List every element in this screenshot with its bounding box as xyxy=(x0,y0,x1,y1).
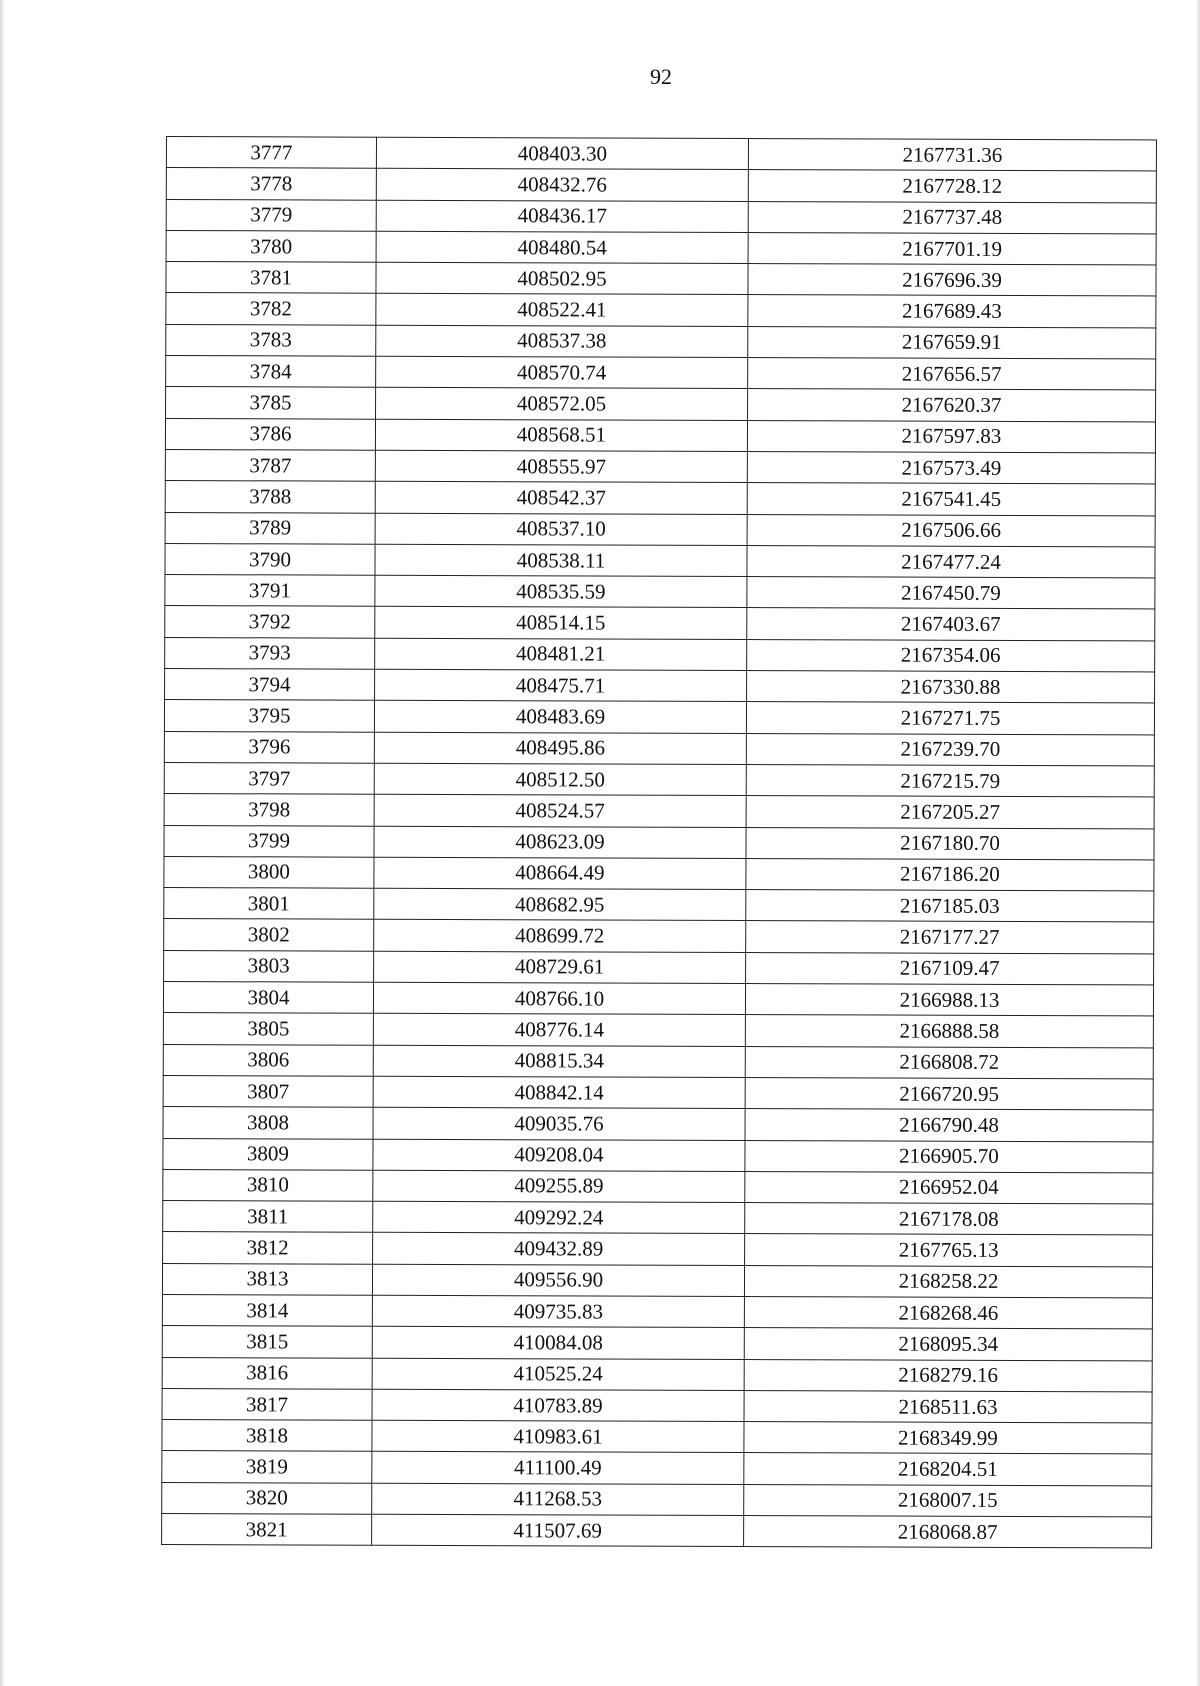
table-row xyxy=(164,825,1154,860)
x-coordinate-cell: 408538.11 xyxy=(375,544,747,577)
point-number-cell: 3791 xyxy=(165,575,375,607)
x-coordinate-cell: 408535.59 xyxy=(375,575,747,608)
point-number-cell: 3818 xyxy=(162,1420,372,1452)
point-number-cell: 3786 xyxy=(165,418,375,450)
table-row xyxy=(163,982,1153,1017)
point-number-cell: 3799 xyxy=(164,825,374,857)
y-coordinate-cell: 2166888.58 xyxy=(745,1015,1153,1048)
x-coordinate-cell: 409255.89 xyxy=(373,1170,745,1203)
table-row xyxy=(164,762,1154,797)
point-number-cell: 3802 xyxy=(164,919,374,951)
point-number-cell: 3790 xyxy=(165,543,375,575)
x-coordinate-cell: 409208.04 xyxy=(373,1139,745,1172)
point-number-cell: 3815 xyxy=(162,1326,372,1358)
y-coordinate-cell: 2167403.67 xyxy=(747,608,1155,641)
point-number-cell: 3811 xyxy=(163,1201,373,1233)
table-row xyxy=(162,1294,1152,1329)
table-row xyxy=(163,1201,1153,1236)
table-row xyxy=(163,1013,1153,1048)
point-number-cell: 3780 xyxy=(166,230,376,262)
table-row xyxy=(165,512,1155,547)
point-number-cell: 3784 xyxy=(166,356,376,388)
x-coordinate-cell: 408570.74 xyxy=(376,356,748,389)
table-row xyxy=(165,481,1155,516)
x-coordinate-cell: 408555.97 xyxy=(375,450,747,483)
y-coordinate-cell: 2168258.22 xyxy=(744,1265,1152,1298)
x-coordinate-cell: 408664.49 xyxy=(374,857,746,890)
table-row xyxy=(165,669,1155,704)
y-coordinate-cell: 2166808.72 xyxy=(745,1046,1153,1079)
x-coordinate-cell: 408537.10 xyxy=(375,513,747,546)
y-coordinate-cell: 2167506.66 xyxy=(747,514,1155,547)
y-coordinate-cell: 2166905.70 xyxy=(745,1140,1153,1173)
point-number-cell: 3812 xyxy=(163,1232,373,1264)
point-number-cell: 3783 xyxy=(166,324,376,356)
table-row xyxy=(166,262,1156,297)
point-number-cell: 3820 xyxy=(162,1482,372,1514)
table-row xyxy=(162,1514,1152,1549)
point-number-cell: 3801 xyxy=(164,888,374,920)
point-number-cell: 3821 xyxy=(162,1514,372,1546)
point-number-cell: 3800 xyxy=(164,856,374,888)
x-coordinate-cell: 408514.15 xyxy=(375,607,747,640)
table-row xyxy=(163,1138,1153,1173)
table-row xyxy=(166,324,1156,359)
y-coordinate-cell: 2167109.47 xyxy=(746,952,1154,985)
y-coordinate-cell: 2167186.20 xyxy=(746,858,1154,891)
x-coordinate-cell: 408568.51 xyxy=(375,419,747,452)
table-row xyxy=(162,1388,1152,1423)
y-coordinate-cell: 2167177.27 xyxy=(746,921,1154,954)
y-coordinate-cell: 2168279.16 xyxy=(744,1359,1152,1392)
point-number-cell: 3805 xyxy=(163,1013,373,1045)
point-number-cell: 3814 xyxy=(162,1294,372,1326)
x-coordinate-cell: 408542.37 xyxy=(375,481,747,514)
y-coordinate-cell: 2167354.06 xyxy=(747,639,1155,672)
point-number-cell: 3787 xyxy=(165,449,375,481)
page-number: 92 xyxy=(650,64,672,89)
scan-edge-left xyxy=(0,0,6,1686)
table-row xyxy=(163,1232,1153,1267)
table-row xyxy=(164,950,1154,985)
point-number-cell: 3819 xyxy=(162,1451,372,1483)
point-number-cell: 3782 xyxy=(166,293,376,325)
y-coordinate-cell: 2167178.08 xyxy=(745,1203,1153,1236)
y-coordinate-cell: 2167215.79 xyxy=(746,764,1154,797)
y-coordinate-cell: 2168349.99 xyxy=(744,1422,1152,1455)
table-row xyxy=(164,919,1154,954)
table-row xyxy=(164,794,1154,829)
y-coordinate-cell: 2167656.57 xyxy=(748,358,1156,391)
coordinate-table-container xyxy=(161,136,1156,1549)
table-row xyxy=(166,356,1156,391)
table-row xyxy=(164,888,1154,923)
table-row xyxy=(165,543,1155,578)
table-row xyxy=(163,1075,1153,1110)
x-coordinate-cell: 409735.83 xyxy=(372,1295,744,1328)
table-row xyxy=(166,230,1156,265)
point-number-cell: 3788 xyxy=(165,481,375,513)
point-number-cell: 3806 xyxy=(163,1044,373,1076)
x-coordinate-cell: 409292.24 xyxy=(373,1201,745,1234)
x-coordinate-cell: 408815.34 xyxy=(373,1045,745,1078)
point-number-cell: 3778 xyxy=(166,168,376,200)
x-coordinate-cell: 410983.61 xyxy=(372,1420,744,1453)
y-coordinate-cell: 2168511.63 xyxy=(744,1390,1152,1423)
point-number-cell: 3809 xyxy=(163,1138,373,1170)
x-coordinate-cell: 408512.50 xyxy=(374,763,746,796)
table-row xyxy=(162,1357,1152,1392)
x-coordinate-cell: 408403.30 xyxy=(376,137,748,170)
x-coordinate-cell: 409035.76 xyxy=(373,1107,745,1140)
x-coordinate-cell: 411507.69 xyxy=(372,1514,744,1547)
y-coordinate-cell: 2166988.13 xyxy=(745,984,1153,1017)
x-coordinate-cell: 408729.61 xyxy=(374,951,746,984)
table-row xyxy=(165,637,1155,672)
point-number-cell: 3777 xyxy=(166,137,376,169)
y-coordinate-cell: 2167701.19 xyxy=(748,232,1156,265)
y-coordinate-cell: 2167185.03 xyxy=(746,890,1154,923)
y-coordinate-cell: 2167597.83 xyxy=(747,420,1155,453)
y-coordinate-cell: 2167689.43 xyxy=(748,295,1156,328)
y-coordinate-cell: 2166790.48 xyxy=(745,1109,1153,1142)
x-coordinate-cell: 408623.09 xyxy=(374,826,746,859)
x-coordinate-cell: 408475.71 xyxy=(375,669,747,702)
point-number-cell: 3816 xyxy=(162,1357,372,1389)
point-number-cell: 3793 xyxy=(165,637,375,669)
y-coordinate-cell: 2166952.04 xyxy=(745,1171,1153,1204)
x-coordinate-cell: 408495.86 xyxy=(374,732,746,765)
y-coordinate-cell: 2167205.27 xyxy=(746,796,1154,829)
point-number-cell: 3808 xyxy=(163,1107,373,1139)
table-row xyxy=(164,856,1154,891)
y-coordinate-cell: 2167541.45 xyxy=(747,483,1155,516)
point-number-cell: 3810 xyxy=(163,1169,373,1201)
x-coordinate-cell: 410084.08 xyxy=(372,1327,744,1360)
coordinate-table-body xyxy=(162,137,1157,1549)
point-number-cell: 3798 xyxy=(164,794,374,826)
x-coordinate-cell: 408766.10 xyxy=(373,982,745,1015)
point-number-cell: 3807 xyxy=(163,1075,373,1107)
y-coordinate-cell: 2168268.46 xyxy=(744,1297,1152,1330)
x-coordinate-cell: 408842.14 xyxy=(373,1076,745,1109)
table-row xyxy=(162,1326,1152,1361)
y-coordinate-cell: 2167728.12 xyxy=(748,170,1156,203)
table-row xyxy=(166,387,1156,422)
y-coordinate-cell: 2167180.70 xyxy=(746,827,1154,860)
coordinate-table xyxy=(161,136,1157,1549)
y-coordinate-cell: 2167330.88 xyxy=(747,671,1155,704)
y-coordinate-cell: 2168204.51 xyxy=(744,1453,1152,1486)
point-number-cell: 3796 xyxy=(164,731,374,763)
y-coordinate-cell: 2167450.79 xyxy=(747,577,1155,610)
y-coordinate-cell: 2167731.36 xyxy=(748,139,1156,172)
y-coordinate-cell: 2167737.48 xyxy=(748,201,1156,234)
point-number-cell: 3797 xyxy=(164,762,374,794)
x-coordinate-cell: 408483.69 xyxy=(374,701,746,734)
x-coordinate-cell: 408481.21 xyxy=(375,638,747,671)
y-coordinate-cell: 2167573.49 xyxy=(747,452,1155,485)
x-coordinate-cell: 411100.49 xyxy=(372,1452,744,1485)
table-row xyxy=(166,168,1156,203)
table-row xyxy=(162,1420,1152,1455)
scan-edge-right xyxy=(1195,0,1200,1686)
table-row xyxy=(162,1263,1152,1298)
x-coordinate-cell: 410525.24 xyxy=(372,1358,744,1391)
point-number-cell: 3792 xyxy=(165,606,375,638)
point-number-cell: 3785 xyxy=(166,387,376,419)
x-coordinate-cell: 408776.14 xyxy=(373,1014,745,1047)
table-row xyxy=(165,575,1155,610)
table-row xyxy=(165,606,1155,641)
table-row xyxy=(165,418,1155,453)
x-coordinate-cell: 411268.53 xyxy=(372,1483,744,1516)
y-coordinate-cell: 2166720.95 xyxy=(745,1077,1153,1110)
table-row xyxy=(164,731,1154,766)
y-coordinate-cell: 2167620.37 xyxy=(748,389,1156,422)
y-coordinate-cell: 2167659.91 xyxy=(748,326,1156,359)
point-number-cell: 3813 xyxy=(162,1263,372,1295)
table-row xyxy=(163,1044,1153,1079)
point-number-cell: 3803 xyxy=(164,950,374,982)
y-coordinate-cell: 2167271.75 xyxy=(746,702,1154,735)
x-coordinate-cell: 408682.95 xyxy=(374,888,746,921)
table-row xyxy=(163,1169,1153,1204)
table-row xyxy=(164,700,1154,735)
point-number-cell: 3804 xyxy=(163,982,373,1014)
x-coordinate-cell: 408480.54 xyxy=(376,231,748,264)
x-coordinate-cell: 409432.89 xyxy=(373,1233,745,1266)
point-number-cell: 3789 xyxy=(165,512,375,544)
point-number-cell: 3795 xyxy=(164,700,374,732)
y-coordinate-cell: 2167696.39 xyxy=(748,264,1156,297)
y-coordinate-cell: 2167477.24 xyxy=(747,545,1155,578)
table-row xyxy=(162,1451,1152,1486)
table-row xyxy=(165,449,1155,484)
y-coordinate-cell: 2168007.15 xyxy=(744,1484,1152,1517)
x-coordinate-cell: 408502.95 xyxy=(376,262,748,295)
point-number-cell: 3794 xyxy=(165,669,375,701)
point-number-cell: 3779 xyxy=(166,199,376,231)
table-row xyxy=(163,1107,1153,1142)
point-number-cell: 3817 xyxy=(162,1388,372,1420)
y-coordinate-cell: 2167239.70 xyxy=(746,733,1154,766)
y-coordinate-cell: 2168068.87 xyxy=(744,1516,1152,1549)
x-coordinate-cell: 408699.72 xyxy=(374,920,746,953)
y-coordinate-cell: 2168095.34 xyxy=(744,1328,1152,1361)
x-coordinate-cell: 410783.89 xyxy=(372,1389,744,1422)
table-row xyxy=(166,137,1156,172)
x-coordinate-cell: 408524.57 xyxy=(374,794,746,827)
y-coordinate-cell: 2167765.13 xyxy=(745,1234,1153,1267)
table-row xyxy=(166,199,1156,234)
table-row xyxy=(162,1482,1152,1517)
x-coordinate-cell: 408522.41 xyxy=(376,294,748,327)
x-coordinate-cell: 408537.38 xyxy=(376,325,748,358)
point-number-cell: 3781 xyxy=(166,262,376,294)
x-coordinate-cell: 408436.17 xyxy=(376,200,748,233)
x-coordinate-cell: 409556.90 xyxy=(372,1264,744,1297)
x-coordinate-cell: 408432.76 xyxy=(376,169,748,202)
table-row xyxy=(166,293,1156,328)
x-coordinate-cell: 408572.05 xyxy=(376,388,748,421)
